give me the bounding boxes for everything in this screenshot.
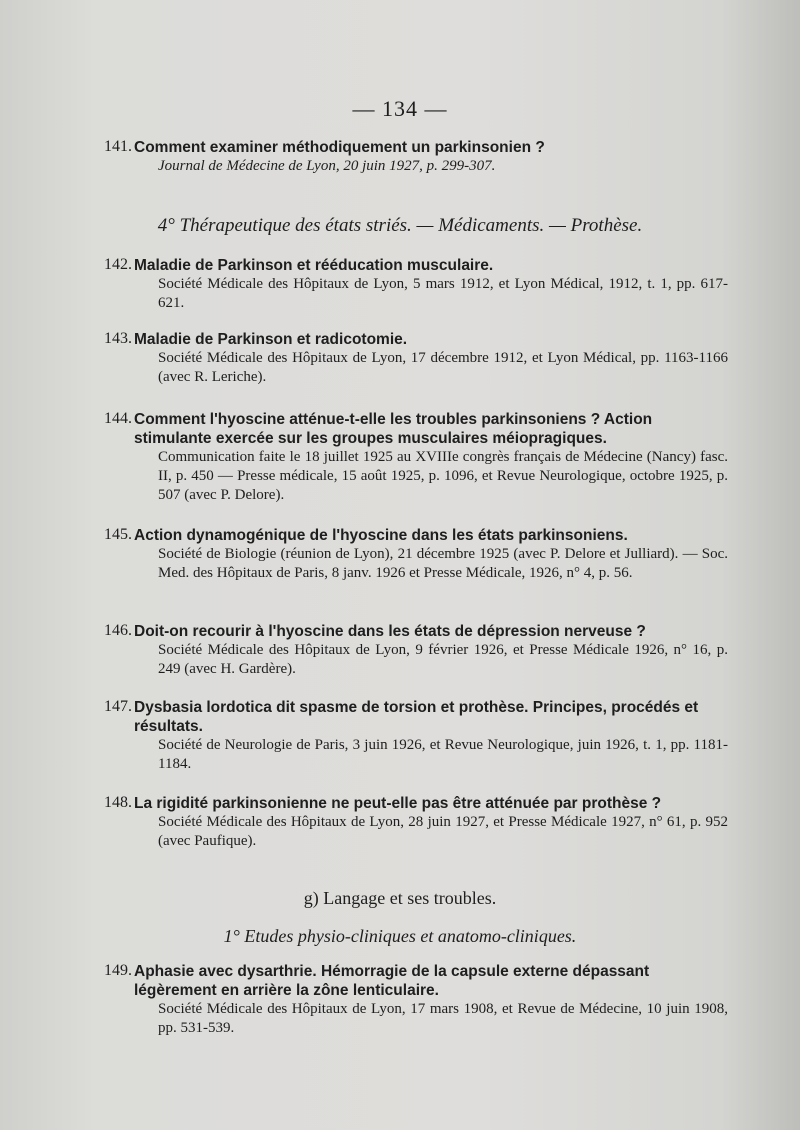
subsection-heading: 1° Etudes physio-cliniques et anatomo-cliniques.: [223, 926, 577, 946]
entry-reference: Société de Biologie (réunion de Lyon), 21 décembre 1925 (avec P. Delore et Julliard). — Soc. Med. des Hôpitaux de Paris, 8 janv. 1926 et Presse Médicale, 1926, n° 4, p. 56.: [158, 546, 728, 581]
entry-title: Comment l'hyoscine atténue-t-elle les troubles parkinsoniens ? Action stimulante exercée sur les groupes musculaires méiopragiques.: [134, 411, 653, 447]
list-item: [104, 330, 728, 387]
list-item: [104, 622, 728, 679]
entry-reference: Société Médicale des Hôpitaux de Lyon, 9 février 1926, et Presse Médicale 1926, n° 16, p. 249 (avec H. Gardère).: [158, 642, 728, 677]
entry-title: Maladie de Parkinson et rééducation musculaire.: [134, 257, 494, 274]
entry-number: 144.: [104, 410, 132, 427]
entry-number: 149.: [104, 962, 132, 979]
list-item: [104, 138, 728, 176]
list-item: [104, 526, 728, 583]
entry-number: 143.: [104, 330, 132, 347]
entry-title: La rigidité parkinsonienne ne peut-elle pas être atténuée par prothèse ?: [134, 795, 662, 812]
list-item: [104, 698, 728, 774]
entry-title: Aphasie avec dysarthrie. Hémorragie de la capsule externe dépassant légèrement en arrière la zône lenticulaire.: [134, 963, 650, 999]
entry-title: Maladie de Parkinson et radicotomie.: [134, 331, 408, 348]
section-heading-langage: [0, 888, 800, 909]
list-item: [104, 962, 728, 1038]
entry-number: 147.: [104, 698, 132, 715]
entry-number: 141.: [104, 138, 132, 155]
entry-reference: Société Médicale des Hôpitaux de Lyon, 17 décembre 1912, et Lyon Médical, pp. 1163-1166 (avec R. Leriche).: [158, 350, 728, 385]
entry-reference: Communication faite le 18 juillet 1925 au XVIIIe congrès français de Médecine (Nancy) fasc. II, p. 450 — Presse médicale, 15 août 1925, p. 1096, et Revue Neurologique, octobre 1925, p. 507 (avec P. Delore).: [158, 449, 728, 503]
entry-reference: Journal de Médecine de Lyon, 20 juin 1927, p. 299-307.: [158, 158, 496, 174]
entry-number: 146.: [104, 622, 132, 639]
entry-title: Comment examiner méthodiquement un parkinsonien ?: [134, 139, 545, 156]
section-heading: 4° Thérapeutique des états striés. — Médicaments. — Prothèse.: [157, 215, 643, 236]
page-number: — 134 —: [352, 96, 448, 121]
entry-title: Action dynamogénique de l'hyoscine dans les états parkinsoniens.: [134, 527, 628, 544]
list-item: [104, 410, 728, 505]
entry-title: Doit-on recourir à l'hyoscine dans les états de dépression nerveuse ?: [134, 623, 646, 640]
entry-reference: Société Médicale des Hôpitaux de Lyon, 5 mars 1912, et Lyon Médical, 1912, t. 1, pp. 617-621.: [158, 276, 728, 311]
entry-number: 148.: [104, 794, 132, 811]
heading-text: g) Langage et ses troubles.: [303, 888, 497, 908]
entry-title: Dysbasia lordotica dit spasme de torsion et prothèse. Principes, procédés et résultats.: [134, 699, 699, 735]
entry-reference: Société Médicale des Hôpitaux de Lyon, 28 juin 1927, et Presse Médicale 1927, n° 61, p. 952 (avec Paufique).: [158, 814, 728, 849]
entry-reference: Société Médicale des Hôpitaux de Lyon, 17 mars 1908, et Revue de Médecine, 10 juin 1908, pp. 531-539.: [158, 1001, 728, 1036]
list-item: [104, 794, 728, 851]
entry-reference: Société de Neurologie de Paris, 3 juin 1926, et Revue Neurologique, juin 1926, t. 1, pp. 1181-1184.: [158, 737, 728, 772]
list-item: [104, 256, 728, 313]
entry-number: 145.: [104, 526, 132, 543]
entry-number: 142.: [104, 256, 132, 273]
